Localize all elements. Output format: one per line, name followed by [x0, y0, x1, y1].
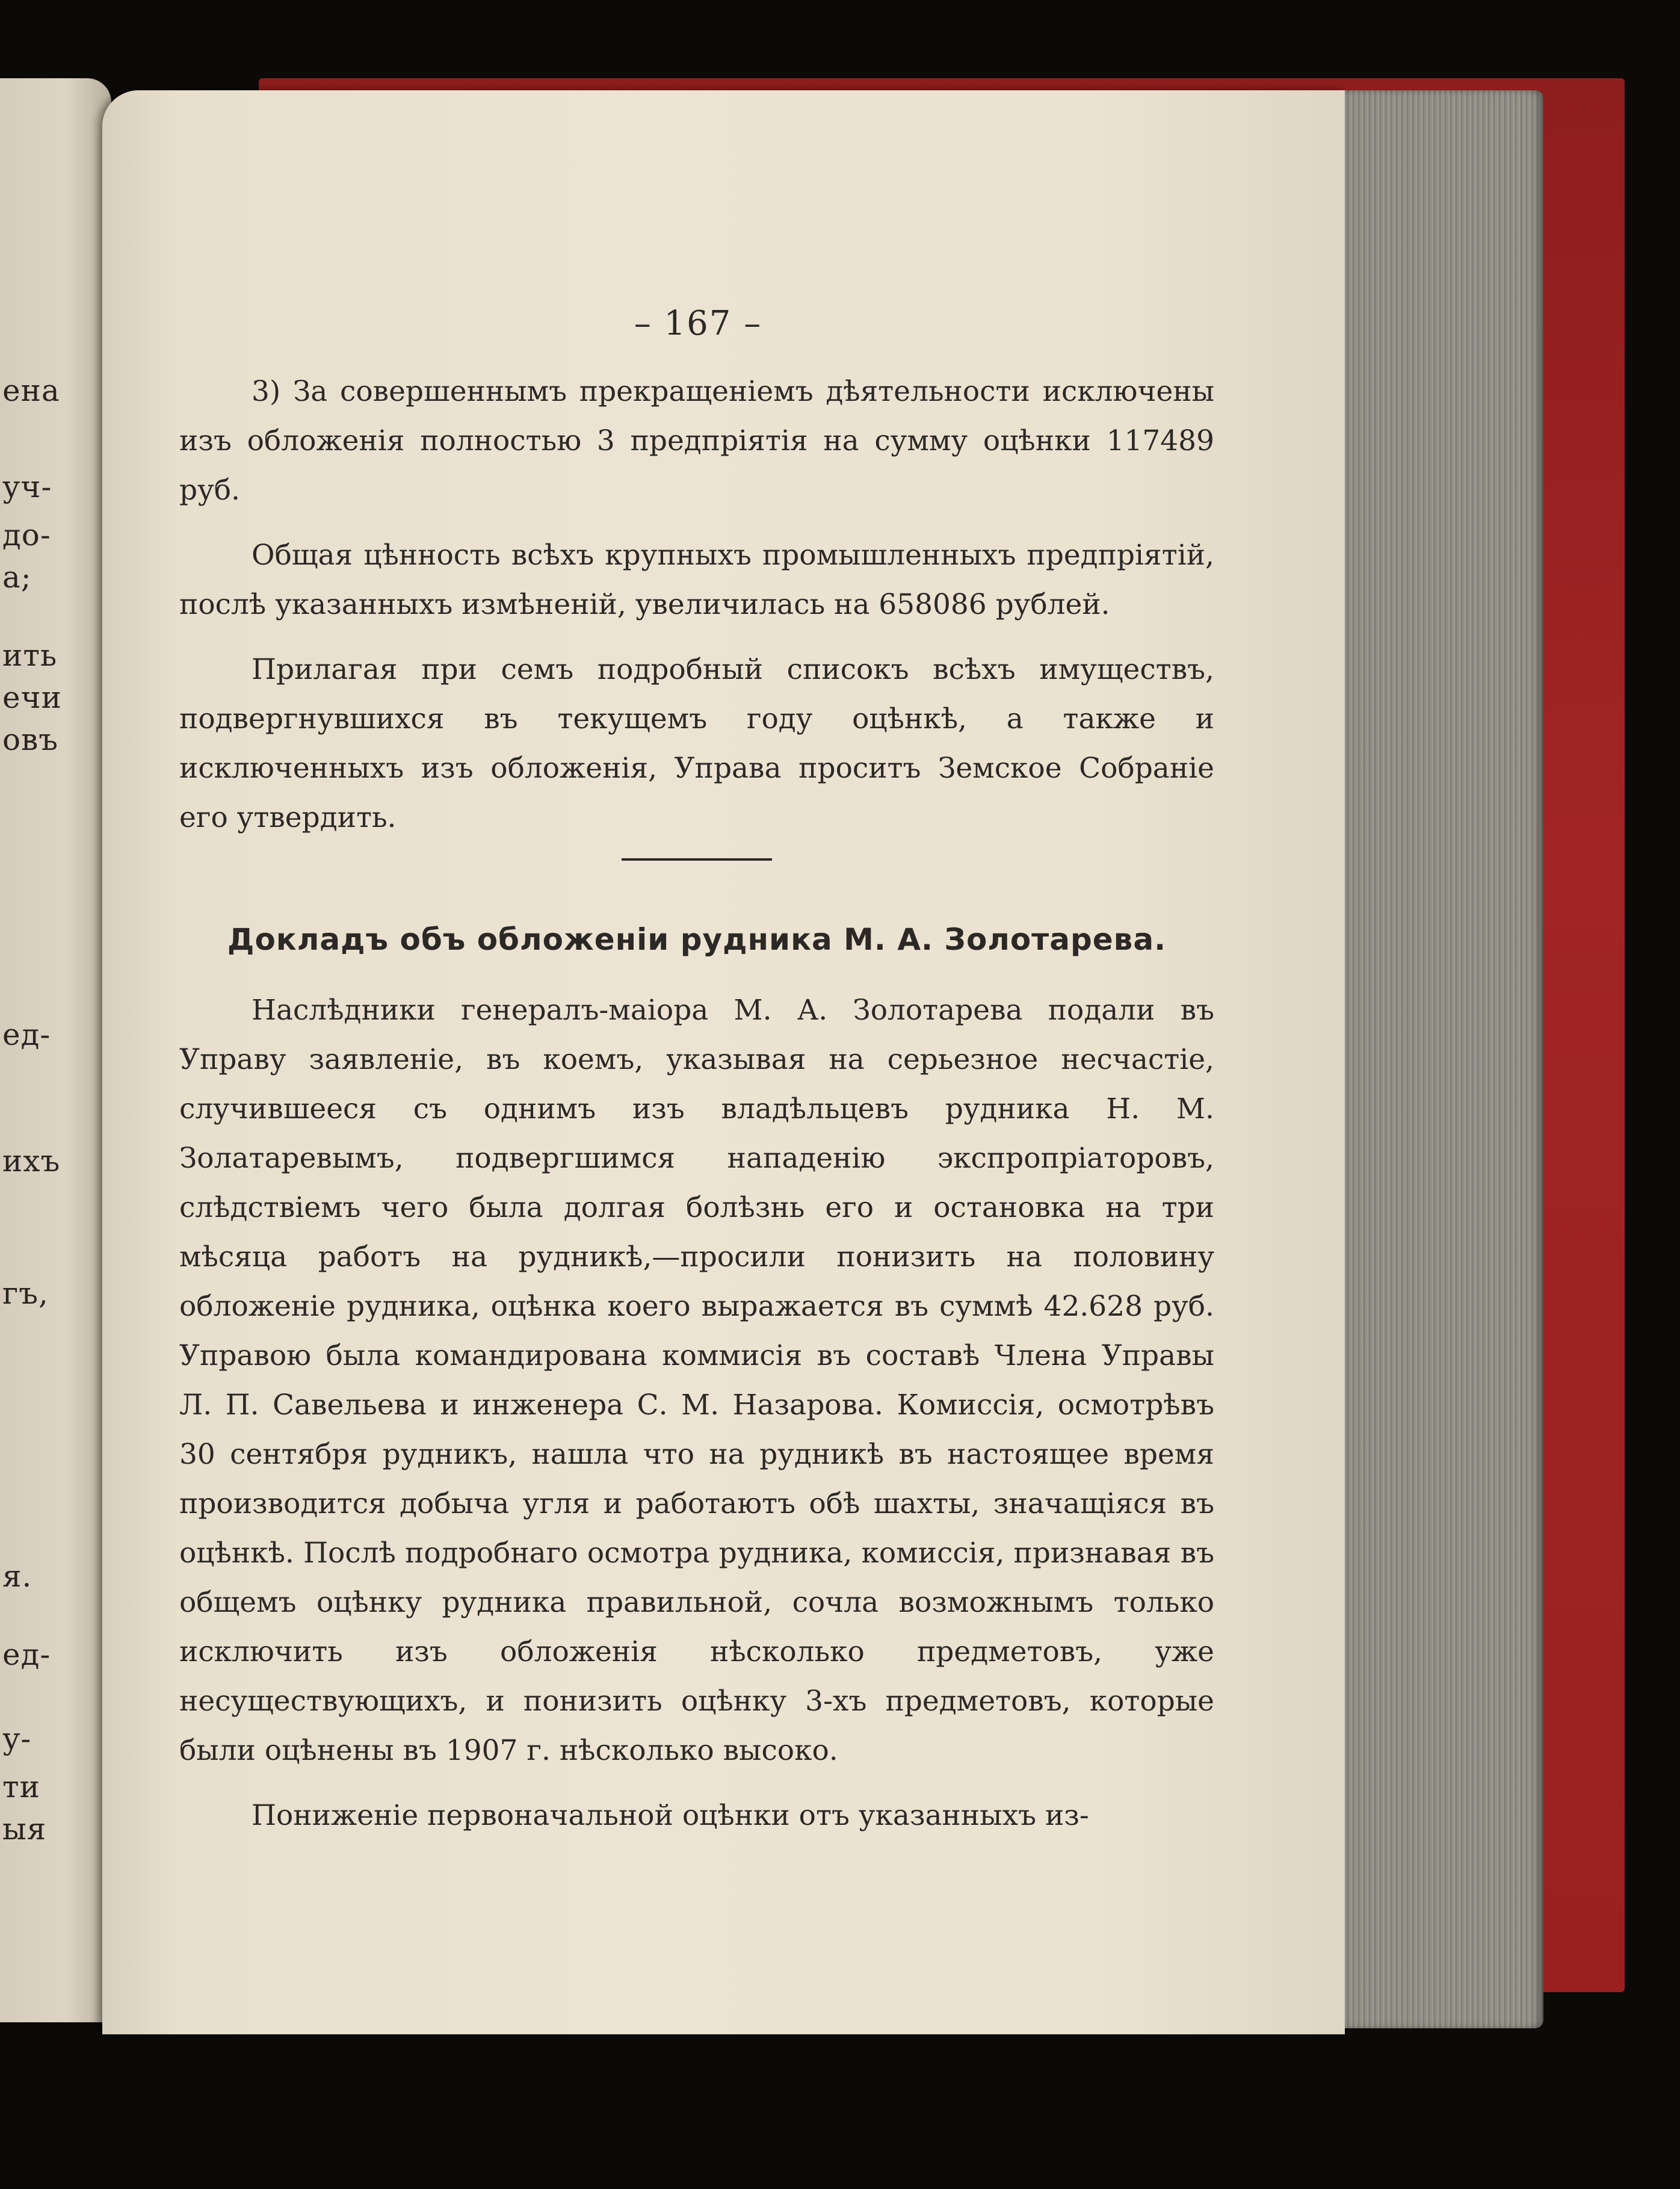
left-fragment: ихъ — [2, 1144, 61, 1178]
paragraph-2: Общая цѣнность всѣхъ крупныхъ промышленныхъ предпріятій, послѣ указанныхъ измѣненій, увеличилась на 658086 рублей. — [179, 539, 1214, 621]
paragraph-5: Пониженіе первоначальной оцѣнки отъ указанныхъ из- — [252, 1799, 1089, 1832]
left-fragment: гъ, — [2, 1276, 49, 1311]
left-fragment: ить — [2, 638, 58, 673]
left-fragment: ыя — [2, 1812, 47, 1847]
left-fragment: ечи — [2, 680, 62, 715]
left-fragment: уч- — [2, 469, 52, 504]
page-text — [179, 367, 1214, 1856]
paragraph-3: Прилагая при семъ подробный списокъ всѣхъ имуществъ, подвергнувшихся въ текущемъ году оцѣнкѣ, а также и исключенныхъ изъ обложенія, Управа проситъ Земское Собраніе его утвердить. — [179, 653, 1214, 834]
left-fragment: до- — [2, 518, 51, 553]
page-edges — [1339, 90, 1543, 2028]
left-fragment: ти — [2, 1769, 40, 1804]
left-fragment: а; — [2, 560, 32, 595]
left-fragment: овъ — [2, 722, 59, 757]
left-page — [0, 78, 111, 2022]
paragraph-4: Наслѣдники генералъ-маіора М. А. Золотарева подали въ Управу заявленіе, въ коемъ, указывая на серьезное несчастіе, случившееся съ однимъ изъ владѣльцевъ рудника Н. М. Золатаревымъ, подвергшимся нападенію экспропріаторовъ, слѣдствіемъ чего была долгая болѣзнь его и остановка на три мѣсяца работъ на рудникѣ,—просили понизить на половину обложеніе рудника, оцѣнка коего выражается въ суммѣ 42.628 руб. Управою была командирована коммисія въ составѣ Члена Управы Л. П. Савельева и инженера С. М. Назарова. Комиссія, осмотрѣвъ 30 сентября рудникъ, нашла что на рудникѣ въ настоящее время производится добыча угля и работаютъ обѣ шахты, значащіяся въ оцѣнкѣ. Послѣ подробнаго осмотра рудника, комиссія, признавая въ общемъ оцѣнку рудника правильной, сочла возможнымъ только исключить изъ обложенія нѣсколько предметовъ, уже несуществующихъ, и понизить оцѣнку 3-хъ предметовъ, которые были оцѣнены въ 1907 г. нѣсколько высоко. — [179, 994, 1214, 1767]
page-number: – 167 – — [634, 304, 762, 343]
left-fragment: я. — [2, 1559, 32, 1594]
paragraph-1: 3) За совершеннымъ прекращеніемъ дѣятельности исключены изъ обложенія полностью 3 предпріятія на сумму оцѣнки 117489 руб. — [179, 375, 1214, 507]
main-page — [102, 90, 1345, 2034]
left-fragment: ена — [2, 373, 60, 408]
left-fragment: ед- — [2, 1637, 51, 1672]
left-fragment: у- — [2, 1721, 32, 1756]
left-fragment: ед- — [2, 1017, 51, 1052]
section-divider — [622, 858, 772, 861]
section-heading: Докладъ объ обложеніи рудника М. А. Золотарева. — [227, 922, 1167, 957]
